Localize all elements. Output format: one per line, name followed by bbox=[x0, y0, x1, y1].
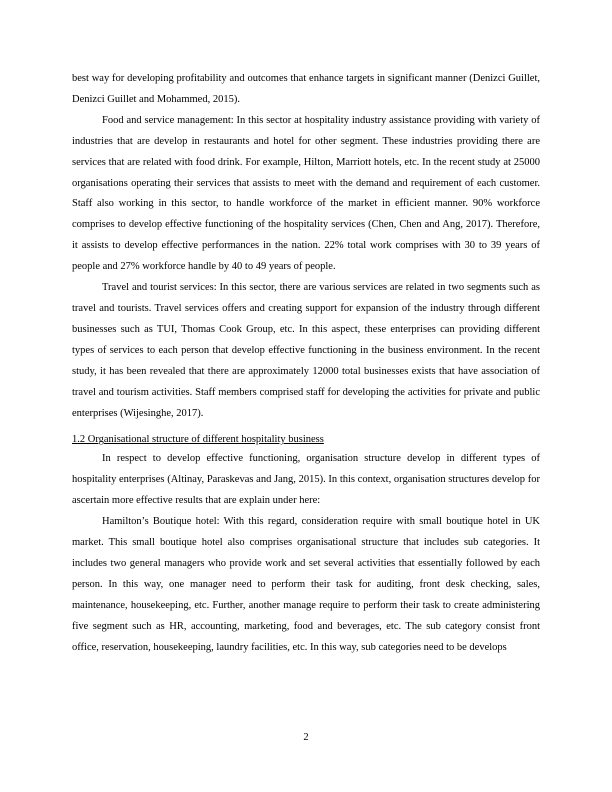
paragraph-food-service-management: Food and service management: In this sector at hospitality industry assistance providing with variety of industries that are develop in restaurants and hotel for other segment. These industries providing there are services that are related with food drink. For example, Hilton, Marriott hotels, etc. In the recent study at 25000 organisations operating their services that assists to meet with the demand and requirement of each customer. Staff also working in this sector, to handle workforce of the market in efficient manner. 90% workforce comprises to develop effective functioning of the hospitality services (Chen, Chen and Ang, 2017). Therefore, it assists to develop effective performances in the nation. 22% total work comprises with 30 to 39 years of people and 27% workforce handle by 40 to 49 years of people. bbox=[72, 114, 540, 273]
section-heading: 1.2 Organisational structure of different hospitality business bbox=[72, 434, 324, 446]
page-number: 2 bbox=[303, 732, 309, 743]
paragraph-organisation-structure-intro: In respect to develop effective functioning, organisation structure develop in different types of hospitality enterprises (Altinay, Paraskevas and Jang, 2015). In this context, organisation structures develop for ascertain more effective results that are explain under here: bbox=[72, 453, 540, 507]
paragraph-travel-tourist-services: Travel and tourist services: In this sector, there are various services are related in two segments such as travel and tourists. Travel services offers and creating support for expansion of the industry through different businesses such as TUI, Thomas Cook Group, etc. In this aspect, these enterprises can providing different types of services to each person that develop effective functioning in the business environment. In the recent study, it has been revealed that there are approximately 12000 total businesses exists that have association of travel and tourism activities. Staff members comprised staff for developing the activities for private and public enterprises (Wijesinghe, 2017). bbox=[72, 282, 540, 419]
page-body bbox=[72, 69, 540, 658]
paragraph-hamiltons-boutique-hotel: Hamilton’s Boutique hotel: With this regard, consideration require with small boutique hotel in UK market. This small boutique hotel also comprises organisational structure that includes sub categories. It includes two general managers who provide work and set several activities that essentially followed by each person. In this way, one manager need to perform their task for auditing, front desk checking, sales, maintenance, housekeeping, etc. Further, another manage require to perform their task to create administering five segment such as HR, accounting, marketing, food and beverages, etc. The sub category consist front office, reservation, housekeeping, laundry facilities, etc. In this way, sub categories need to be develops bbox=[72, 516, 540, 653]
paragraph-continuation: best way for developing profitability and outcomes that enhance targets in significant manner (Denizci Guillet, Denizci Guillet and Mohammed, 2015). bbox=[72, 73, 540, 105]
